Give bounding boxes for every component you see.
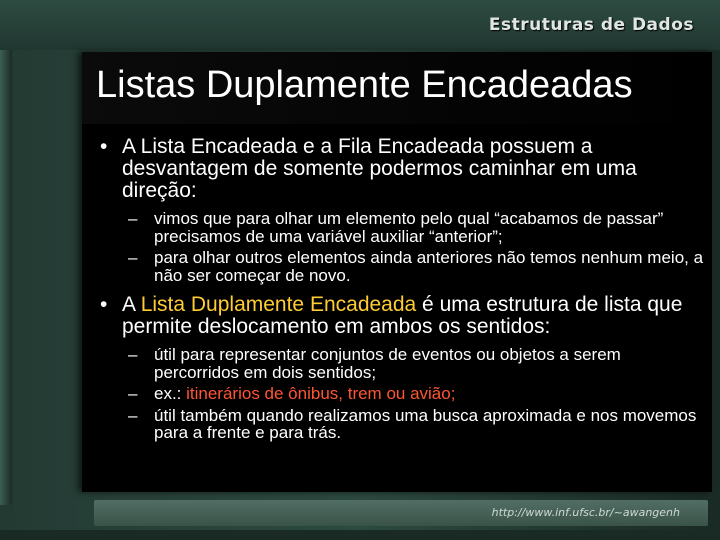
bullet-2	[96, 294, 706, 338]
sub-bullet-2-2	[96, 385, 706, 403]
bullet-2-highlight: Lista Duplamente Encadeada	[140, 293, 417, 316]
bullet-2-prefix: A	[122, 293, 141, 316]
sub-bullet-2-2-prefix: ex.:	[154, 384, 187, 403]
dash-icon: –	[128, 209, 138, 228]
bullet-1	[96, 136, 706, 202]
bullet-2-suffix: é uma estrutura de lista que permite deslocamento em ambos os sentidos:	[122, 293, 683, 338]
bullet-dot-icon: •	[100, 135, 108, 158]
sub-bullet-1-1-text: vimos que para olhar um elemento pelo qual “acabamos de passar” precisamos de uma variável auxiliar “anterior”;	[154, 209, 664, 246]
dash-icon: –	[128, 345, 138, 364]
page-title: Listas Duplamente Encadeadas	[96, 64, 633, 106]
dash-icon: –	[128, 405, 138, 425]
footer-url: http://www.inf.ufsc.br/~awangenh	[491, 506, 680, 519]
sub-bullet-2-3	[96, 407, 706, 442]
left-decor-bar	[0, 50, 12, 505]
sub-bullet-2-2-highlight: itinerários de ônibus, trem ou avião;	[186, 384, 456, 403]
dash-icon: –	[128, 248, 138, 267]
sub-bullet-1-1	[96, 210, 706, 245]
sub-bullet-2-3-text: útil também quando realizamos uma busca aproximada e nos movemos para a frente e para trás.	[154, 405, 697, 442]
course-title: Estruturas de Dados	[488, 15, 694, 35]
sub-bullet-2-1	[96, 346, 706, 381]
slide-body	[96, 136, 706, 446]
bottom-band	[0, 530, 720, 540]
bullet-dot-icon: •	[100, 293, 108, 316]
sub-bullet-2-1-text: útil para representar conjuntos de eventos ou objetos a serem percorridos em dois sentidos;	[154, 345, 621, 382]
bullet-1-text: A Lista Encadeada e a Fila Encadeada possuem a desvantagem de somente podermos caminhar em uma direção:	[122, 135, 637, 202]
sub-bullet-1-2	[96, 249, 706, 284]
sub-bullet-1-2-text: para olhar outros elementos ainda anteriores não temos nenhum meio, a não ser começar de novo.	[154, 248, 704, 285]
dash-icon: –	[128, 384, 138, 403]
